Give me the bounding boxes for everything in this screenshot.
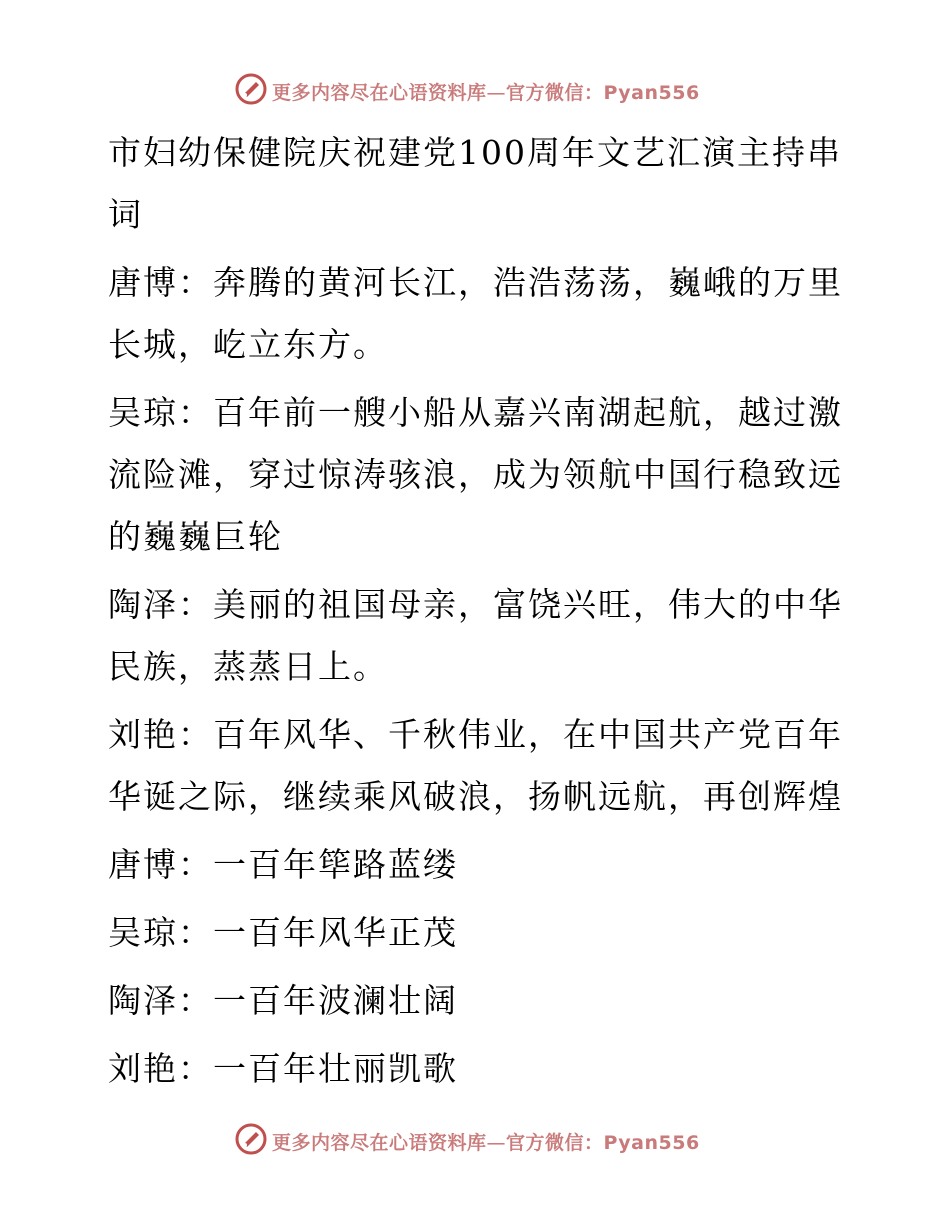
paragraph: 刘艳：一百年壮丽凯歌 xyxy=(108,1049,458,1088)
header-slogan-main: 更多内容尽在心语资料库 xyxy=(272,82,487,104)
document-title: 市妇幼保健院庆祝建党100周年文艺汇演主持串词 xyxy=(108,133,842,234)
footer-slogan-tail: 官方微信：Pyan556 xyxy=(506,1132,700,1154)
brand-logo-icon xyxy=(234,72,268,106)
document-body xyxy=(98,122,858,1106)
brand-logo-icon xyxy=(234,1122,268,1156)
footer-slogan-dash: — xyxy=(486,1132,507,1154)
paragraph: 唐博：奔腾的黄河长江，浩浩荡荡，巍峨的万里长城，屹立东方。 xyxy=(108,263,843,364)
header-slogan xyxy=(272,78,700,105)
paragraph: 吴琼：百年前一艘小船从嘉兴南湖起航，越过激流险滩，穿过惊涛骇浪，成为领航中国行稳致远的巍巍巨轮 xyxy=(108,393,843,556)
paragraph: 唐博：一百年筚路蓝缕 xyxy=(108,845,458,884)
footer-slogan xyxy=(272,1128,700,1155)
paragraph: 刘艳：百年风华、千秋伟业，在中国共产党百年华诞之际，继续乘风破浪，扬帆远航，再创辉煌 xyxy=(108,715,843,816)
header-slogan-dash: — xyxy=(486,82,507,104)
header-slogan-tail: 官方微信：Pyan556 xyxy=(506,82,700,104)
footer-slogan-main: 更多内容尽在心语资料库 xyxy=(272,1132,487,1154)
header-banner xyxy=(0,70,950,110)
footer-banner xyxy=(0,1120,950,1160)
paragraph: 陶泽：美丽的祖国母亲，富饶兴旺，伟大的中华民族，蒸蒸日上。 xyxy=(108,585,843,686)
paragraph: 陶泽：一百年波澜壮阔 xyxy=(108,981,458,1020)
paragraph: 吴琼：一百年风华正茂 xyxy=(108,913,458,952)
